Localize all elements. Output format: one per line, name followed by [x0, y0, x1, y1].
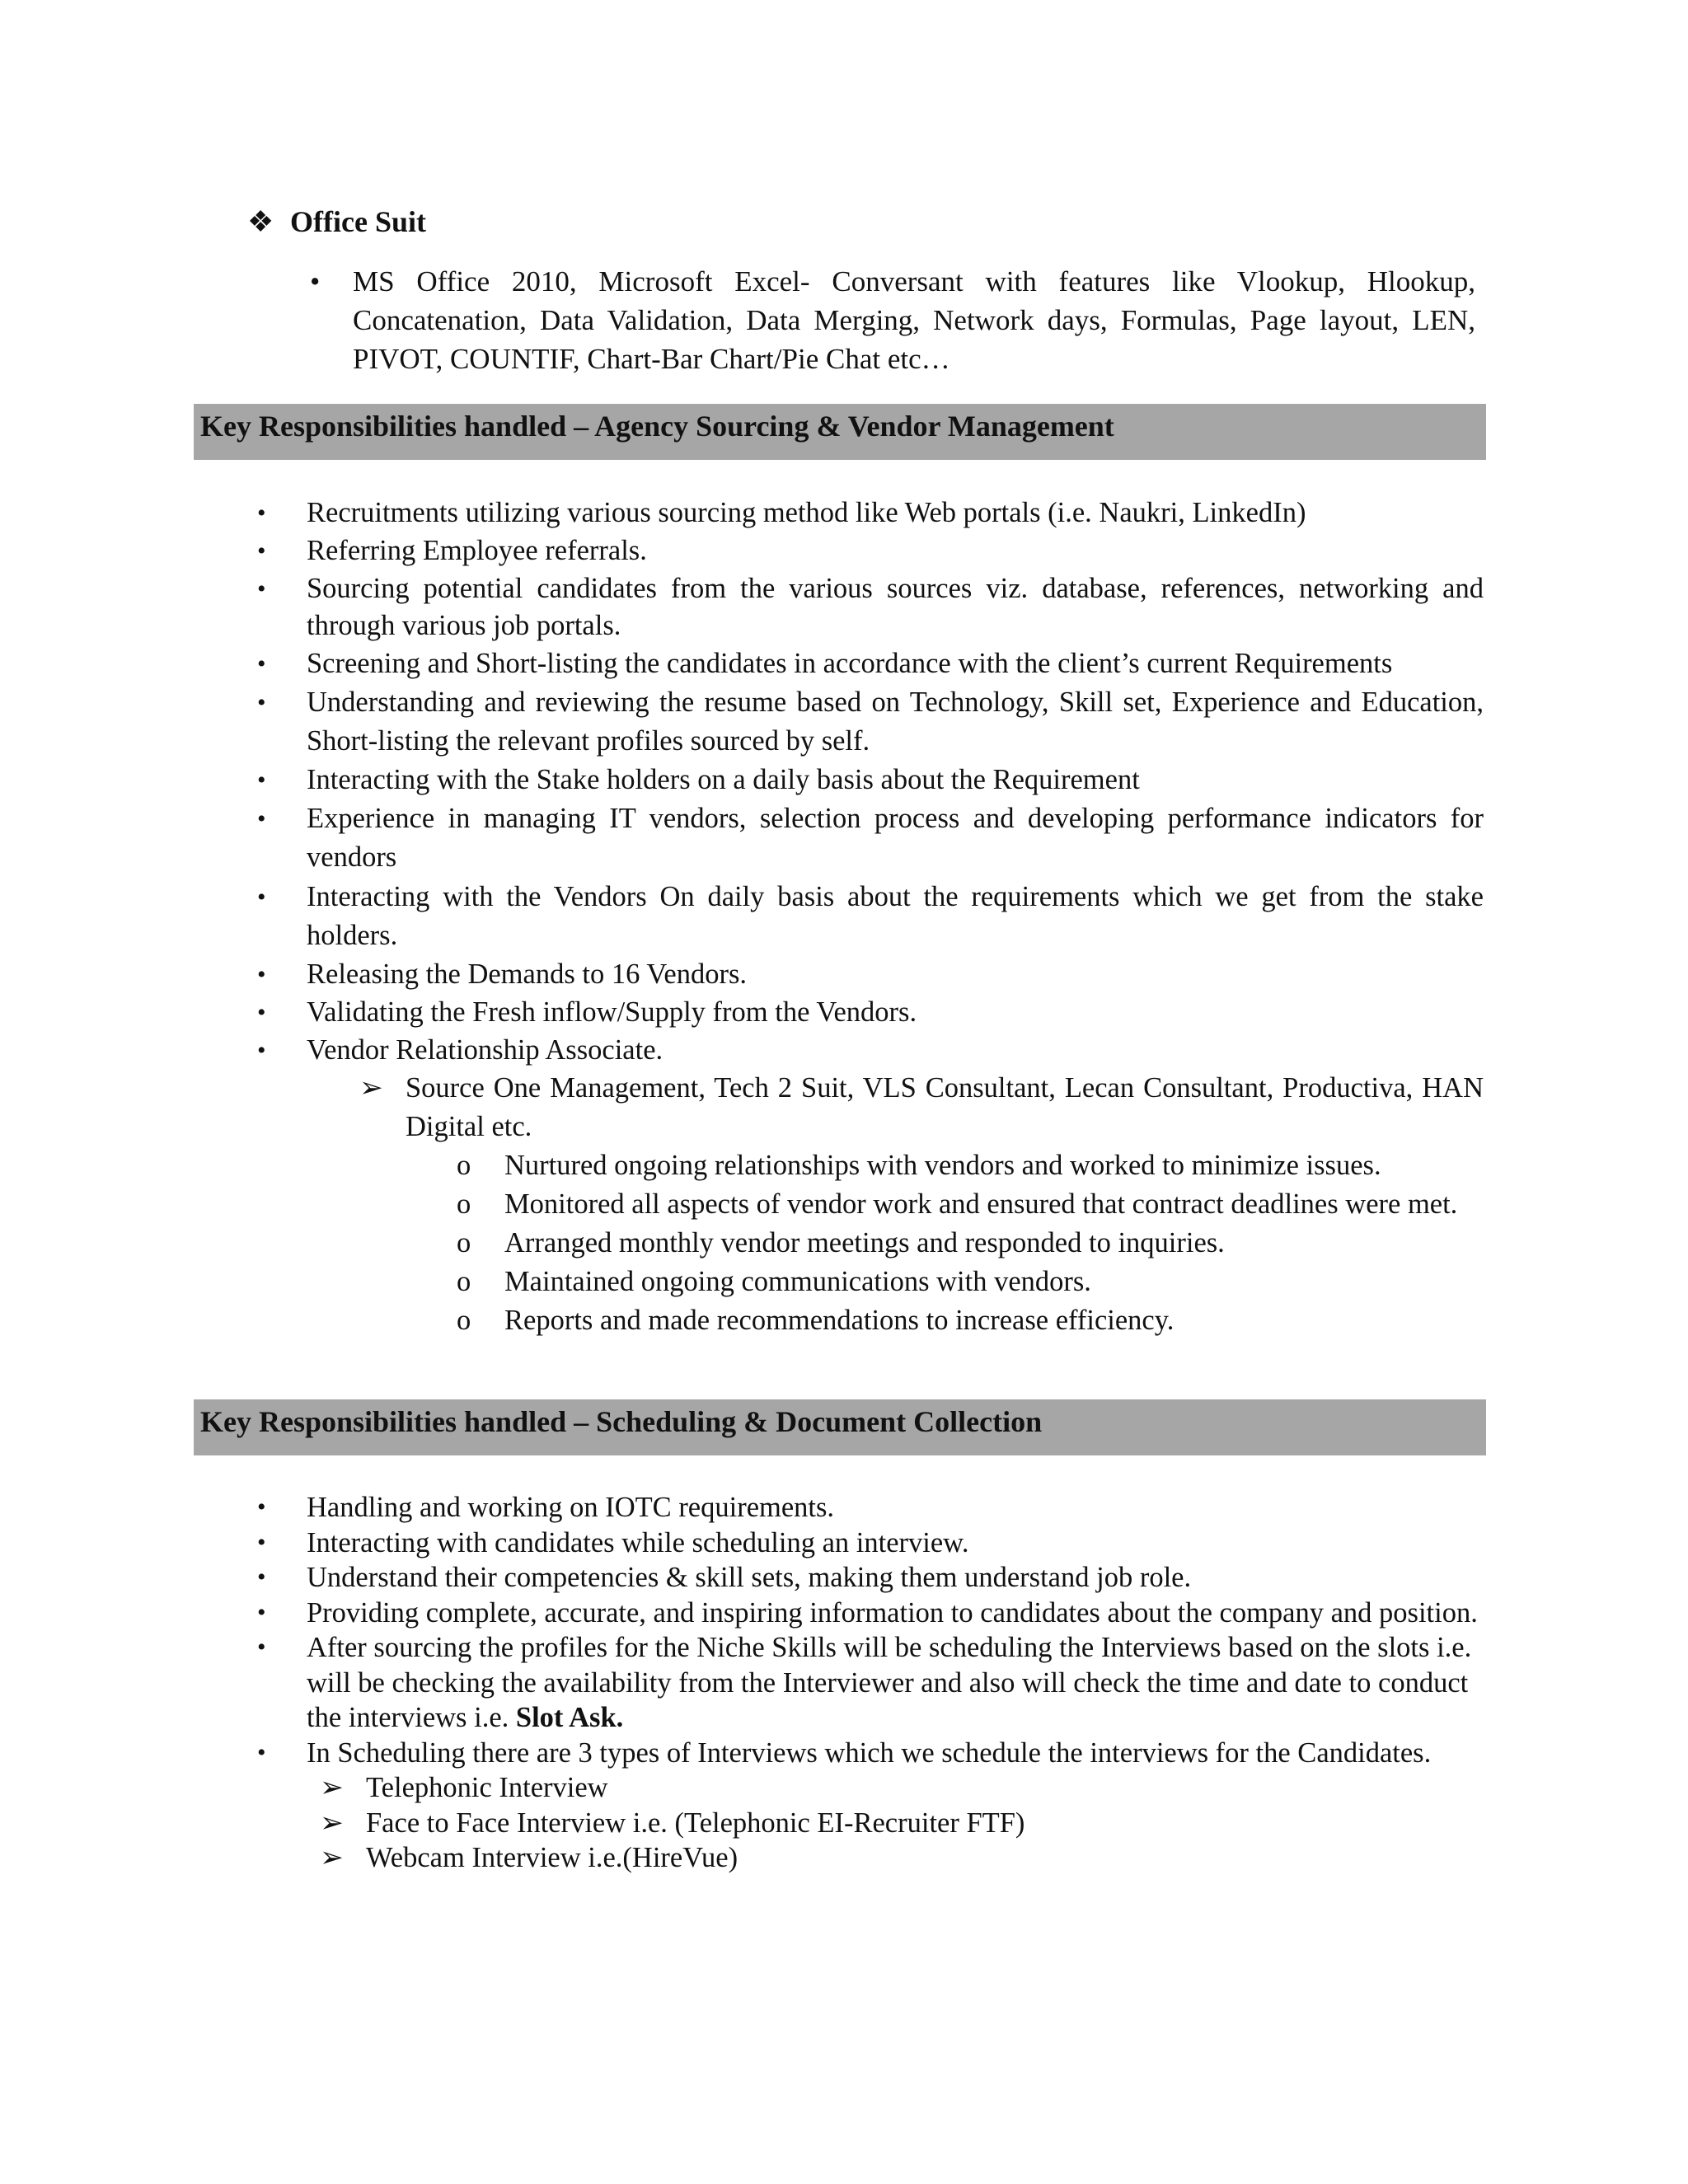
circle-bullet-icon: o — [457, 1188, 471, 1220]
arrow-bullet-icon: ➢ — [320, 1772, 344, 1803]
list-item-text: Interacting with candidates while scheduling an interview. — [307, 1526, 969, 1558]
list-item-text: Recruitments utilizing various sourcing method like Web portals (i.e. Naukri, LinkedIn) — [307, 497, 1306, 528]
list-item — [257, 1560, 1484, 1596]
arrow-bullet-icon: ➢ — [359, 1072, 383, 1104]
section-header-agency — [194, 404, 1486, 460]
vendor-point — [457, 1185, 1484, 1224]
list-item-text: Screening and Short-listing the candidates in accordance with the client’s current Requirements — [307, 648, 1393, 679]
section-title: Key Responsibilities handled – Agency Sourcing & Vendor Management — [200, 410, 1114, 443]
vendor-point — [457, 1224, 1484, 1263]
interview-type-text: Face to Face Interview i.e. (Telephonic EI-Recruiter FTF) — [366, 1807, 1025, 1839]
bullet-icon: • — [257, 1528, 266, 1556]
section-header-scheduling — [194, 1399, 1486, 1455]
list-item-text: Interacting with the Stake holders on a daily basis about the Requirement — [307, 764, 1140, 795]
list-item — [257, 645, 1484, 682]
circle-bullet-icon: o — [457, 1305, 471, 1336]
bullet-icon: • — [257, 883, 266, 911]
vendor-point-text: Monitored all aspects of vendor work and ensured that contract deadlines were met. — [504, 1188, 1458, 1220]
list-item-text: Vendor Relationship Associate. — [307, 1034, 663, 1066]
office-suit-heading — [247, 202, 426, 241]
office-suit-title: Office Suit — [290, 205, 426, 238]
list-item-text: Sourcing potential candidates from the various sources viz. database, references, networking and through various job portals. — [307, 573, 1484, 641]
diamond-bullet-icon: ❖ — [247, 205, 274, 238]
list-item-text: Validating the Fresh inflow/Supply from the Vendors. — [307, 996, 917, 1028]
bullet-icon: • — [257, 689, 266, 716]
list-item — [257, 878, 1484, 955]
agency-responsibilities-list — [257, 494, 1484, 1341]
list-item-text: In Scheduling there are 3 types of Interviews which we schedule the interviews for the Candidates. — [307, 1736, 1432, 1769]
bullet-icon: • — [310, 265, 321, 298]
bullet-icon: • — [257, 1493, 266, 1521]
vendor-point — [457, 1301, 1484, 1340]
list-item-text: Releasing the Demands to 16 Vendors. — [307, 958, 748, 990]
bullet-icon: • — [257, 961, 266, 988]
list-item — [257, 1630, 1484, 1736]
list-item-text: Providing complete, accurate, and inspiring information to candidates about the company and position. — [307, 1596, 1478, 1629]
vendor-point — [457, 1146, 1484, 1185]
list-item — [257, 570, 1484, 644]
circle-bullet-icon: o — [457, 1227, 471, 1258]
list-item — [257, 683, 1484, 761]
circle-bullet-icon: o — [457, 1150, 471, 1181]
interview-type-item — [320, 1770, 1484, 1806]
bullet-icon: • — [257, 650, 266, 677]
interview-type-item — [320, 1806, 1484, 1841]
list-item — [257, 1490, 1484, 1526]
list-item — [257, 1596, 1484, 1631]
list-item — [257, 956, 1484, 993]
bullet-icon: • — [257, 805, 266, 832]
list-item-text: After sourcing the profiles for the Niche Skills will be scheduling the Interviews based on the slots i.e. will be checking the availability from the Interviewer and also will check the time and date to conduct the interviews i.e. — [307, 1632, 1472, 1733]
list-item — [257, 762, 1484, 799]
list-item — [257, 799, 1484, 877]
vendor-names-text: Source One Management, Tech 2 Suit, VLS Consultant, Lecan Consultant, Productiva, HAN Digital etc. — [406, 1072, 1484, 1142]
list-item — [257, 494, 1484, 532]
circle-bullet-icon: o — [457, 1266, 471, 1297]
arrow-bullet-icon: ➢ — [320, 1842, 344, 1873]
scheduling-responsibilities-list — [257, 1490, 1484, 1876]
vendor-point-text: Maintained ongoing communications with vendors. — [504, 1266, 1091, 1297]
interview-type-text: Telephonic Interview — [366, 1772, 608, 1803]
vendor-point-text: Reports and made recommendations to increase efficiency. — [504, 1305, 1175, 1336]
vendor-point-text: Arranged monthly vendor meetings and responded to inquiries. — [504, 1227, 1225, 1258]
office-suit-text: MS Office 2010, Microsoft Excel- Conversant with features like Vlookup, Hlookup, Concatenation, Data Validation, Data Merging, Network days, Formulas, Page layout, LEN, PIVOT, COUNTIF, Chart-Bar Chart/Pie Chat etc… — [353, 265, 1475, 375]
bullet-icon: • — [257, 999, 266, 1026]
bullet-icon: • — [257, 1633, 266, 1661]
list-item — [257, 1032, 1484, 1340]
list-item — [257, 532, 1484, 569]
list-item-text: Experience in managing IT vendors, selection process and developing performance indicators for vendors — [307, 803, 1484, 873]
bullet-icon: • — [257, 1598, 266, 1626]
vendor-point-text: Nurtured ongoing relationships with vendors and worked to minimize issues. — [504, 1150, 1381, 1181]
slot-ask-emphasis: Slot Ask. — [515, 1702, 624, 1733]
interview-type-text: Webcam Interview i.e.(HireVue) — [366, 1842, 738, 1873]
bullet-icon: • — [257, 575, 266, 602]
list-item-text: Interacting with the Vendors On daily basis about the requirements which we get from the stake holders. — [307, 881, 1484, 951]
bullet-icon: • — [257, 537, 266, 565]
vendor-point — [457, 1263, 1484, 1301]
vendor-names-item — [359, 1069, 1484, 1146]
list-item-text: Understanding and reviewing the resume based on Technology, Skill set, Experience and Education, Short-listing the relevant profiles sourced by self. — [307, 687, 1484, 757]
section-title: Key Responsibilities handled – Scheduling & Document Collection — [200, 1405, 1043, 1438]
list-item — [257, 1736, 1484, 1876]
list-item-text: Referring Employee referrals. — [307, 535, 647, 566]
office-suit-item — [310, 262, 1475, 378]
bullet-icon: • — [257, 766, 266, 794]
interview-type-item — [320, 1840, 1484, 1876]
bullet-icon: • — [257, 1563, 266, 1591]
list-item — [257, 1526, 1484, 1561]
bullet-icon: • — [257, 1738, 266, 1766]
list-item-text: Handling and working on IOTC requirements. — [307, 1492, 835, 1523]
bullet-icon: • — [257, 1037, 266, 1064]
list-item — [257, 994, 1484, 1031]
bullet-icon: • — [257, 499, 266, 527]
arrow-bullet-icon: ➢ — [320, 1807, 344, 1839]
list-item-text: Understand their competencies & skill sets, making them understand job role. — [307, 1562, 1192, 1593]
